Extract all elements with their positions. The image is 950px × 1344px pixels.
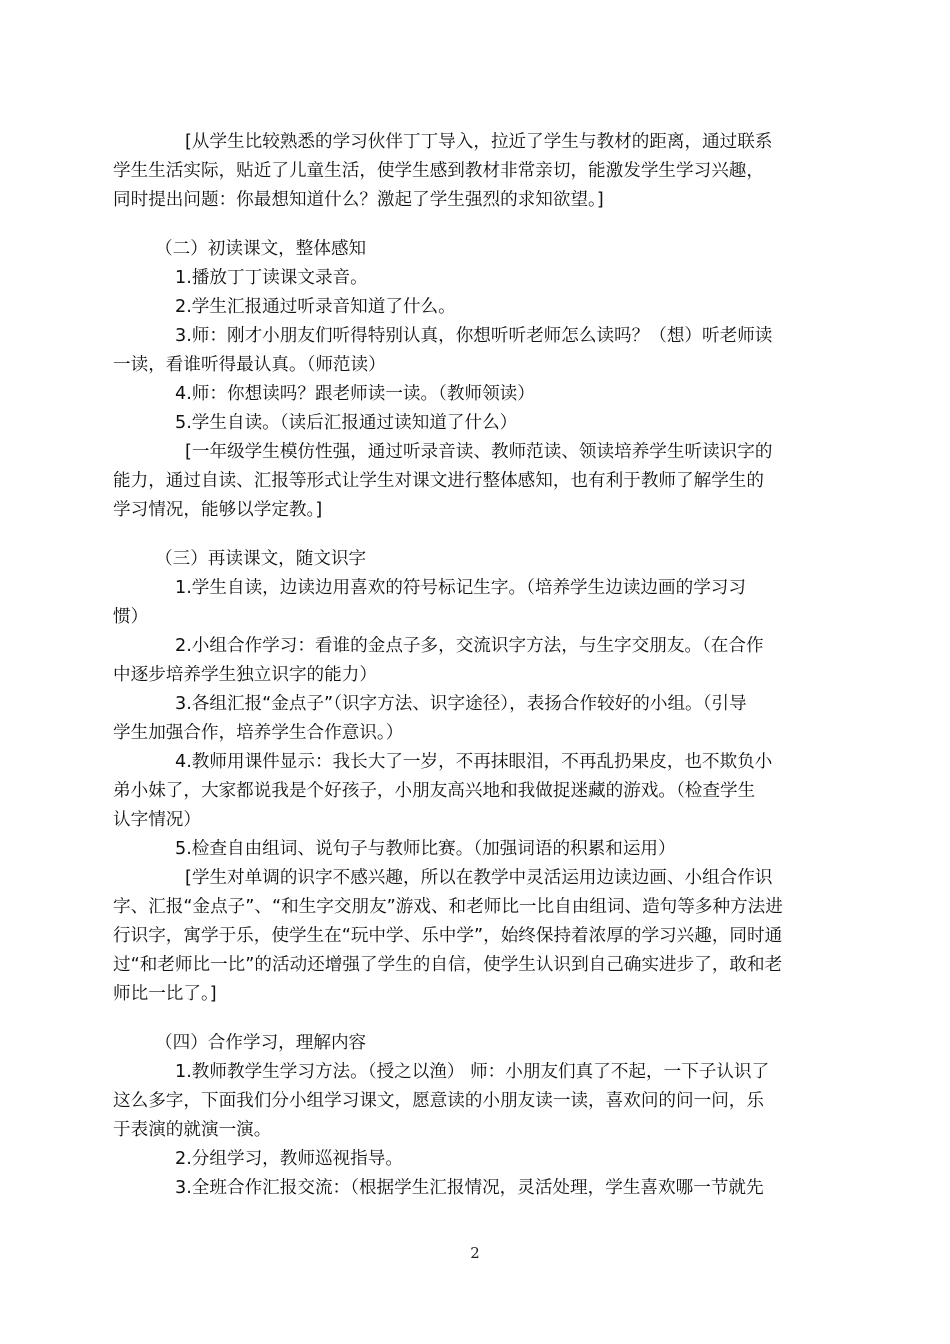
design-note: 过“和老师比一比”的活动还增强了学生的自信，使学生认识到自己确实进步了，敢和老: [113, 955, 783, 975]
list-item: 2.学生汇报通过听录音知道了什么。: [175, 297, 456, 317]
list-item-continuation: 于表演的就演一演。: [113, 1120, 272, 1140]
design-note: 能力，通过自读、汇报等形式让学生对课文进行整体感知，也有利于教师了解学生的: [113, 471, 764, 491]
list-item: 4.教师用课件显示：我长大了一岁，不再抹眼泪，不再乱扔果皮，也不欺负小: [175, 752, 773, 772]
list-item-continuation: 弟小妹了，大家都说我是个好孩子，小朋友高兴地和我做捉迷藏的游戏。（检查学生: [113, 781, 756, 801]
list-item: 3.全班合作汇报交流：（根据学生汇报情况，灵活处理，学生喜欢哪一节就先: [175, 1178, 764, 1198]
text-line: 同时提出问题：你最想知道什么？激起了学生强烈的求知欲望。]: [113, 190, 604, 210]
list-item-continuation: 惯）: [113, 607, 149, 627]
design-note: 字、汇报“金点子”、“和生字交朋友”游戏、和老师比一比自由组词、造句等多种方法进: [113, 897, 783, 917]
list-item: 1.学生自读，边读边用喜欢的符号标记生字。（培养学生边读边画的学习习: [175, 578, 746, 598]
text-line: [从学生比较熟悉的学习伙伴丁丁导入，拉近了学生与教材的距离，通过联系: [185, 132, 773, 152]
list-item: 5.学生自读。（读后汇报通过读知道了什么）: [175, 413, 518, 433]
text-line: 学生生活实际，贴近了儿童生活，使学生感到教材非常亲切，能激发学生学习兴趣，: [113, 161, 764, 181]
list-item-continuation: 认字情况）: [113, 810, 201, 830]
list-item: 2.小组合作学习：看谁的金点子多，交流识字方法，与生字交朋友。（在合作: [175, 636, 764, 656]
list-item-continuation: 一读，看谁听得最认真。（师范读）: [113, 355, 386, 375]
list-item: 2.分组学习，教师巡视指导。: [175, 1149, 403, 1169]
design-note-intro: [113, 128, 835, 215]
design-note: 学习情况，能够以学定教。]: [113, 500, 323, 520]
section-four: [113, 1029, 835, 1203]
section-three: [113, 545, 835, 1009]
list-item: 3.师：刚才小朋友们听得特别认真，你想听听老师怎么读吗？（想）听老师读: [175, 326, 773, 346]
list-item: 1.教师教学生学习方法。（授之以渔） 师：小朋友们真了不起，一下子认识了: [175, 1062, 770, 1082]
list-item: 3.各组汇报“金点子”（识字方法、识字途径），表扬合作较好的小组。（引导: [175, 694, 747, 714]
list-item: 1.播放丁丁读课文录音。: [175, 268, 368, 288]
list-item: 4.师：你想读吗？跟老师读一读。（教师领读）: [175, 384, 535, 404]
section-heading: （二）初读课文，整体感知: [155, 239, 367, 259]
list-item-continuation: 这么多字，下面我们分小组学习课文，愿意读的小朋友读一读，喜欢问的问一问，乐: [113, 1091, 764, 1111]
design-note: 行识字，寓学于乐，使学生在“玩中学、乐中学”，始终保持着浓厚的学习兴趣，同时通: [113, 926, 783, 946]
list-item: 5.检查自由组词、说句子与教师比赛。（加强词语的积累和运用）: [175, 839, 676, 859]
document-body: [113, 128, 835, 1203]
design-note: [学生对单调的识字不感兴趣，所以在教学中灵活运用边读边画、小组合作识: [185, 868, 773, 888]
section-heading: （三）再读课文，随文识字: [155, 549, 367, 569]
design-note: [一年级学生模仿性强，通过听录音读、教师范读、领读培养学生听读识字的: [185, 442, 773, 462]
list-item-continuation: 学生加强合作，培养学生合作意识。）: [113, 723, 404, 743]
design-note: 师比一比了。]: [113, 984, 217, 1004]
page-number: 2: [470, 1244, 480, 1262]
section-heading: （四）合作学习，理解内容: [155, 1033, 367, 1053]
list-item-continuation: 中逐步培养学生独立识字的能力）: [113, 665, 377, 685]
section-two: [113, 235, 835, 525]
